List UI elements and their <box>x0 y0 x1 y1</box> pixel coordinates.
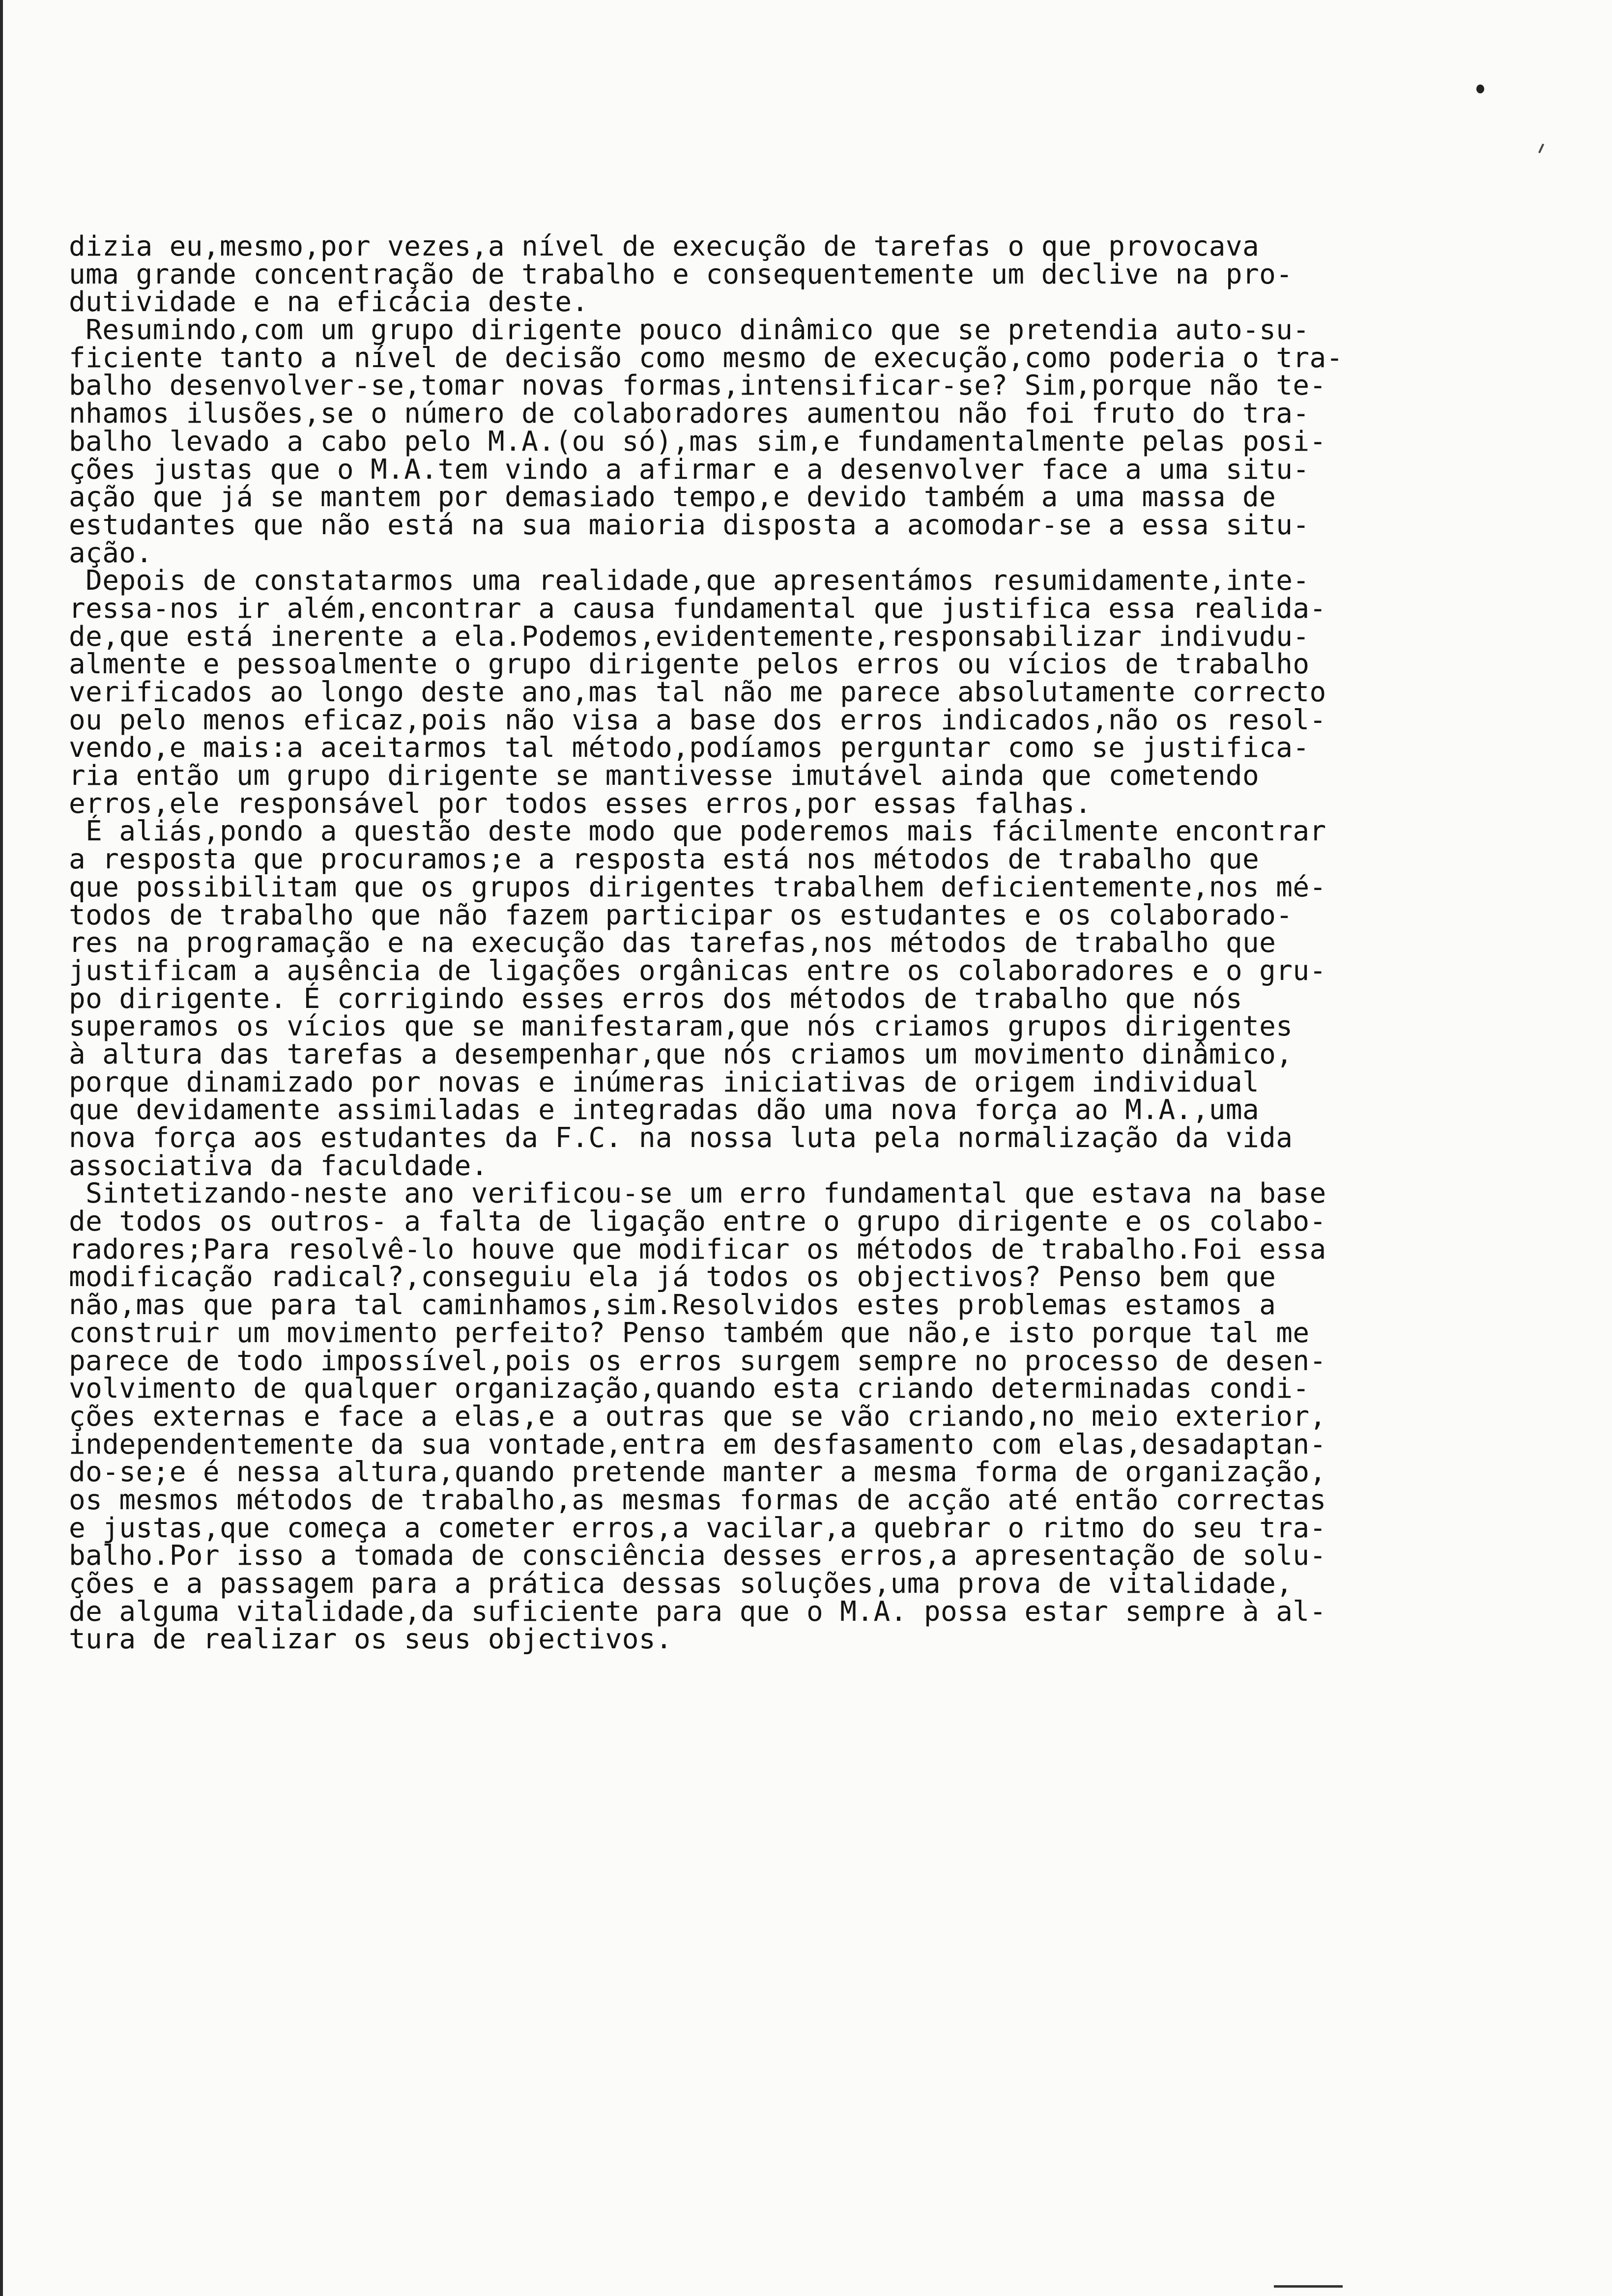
text-line: balho levado a cabo pelo M.A.(ou só),mas sim,e fundamentalmente pelas posi- <box>69 425 1326 458</box>
typewritten-text-body <box>69 230 1563 1656</box>
page-left-border <box>0 0 3 2296</box>
text-line: balho.Por isso a tomada de consciência desses erros,a apresentação de solu- <box>69 1540 1326 1572</box>
text-line: É aliás,pondo a questão deste modo que poderemos mais fácilmente encontrar <box>69 815 1326 848</box>
text-line: Resumindo,com um grupo dirigente pouco dinâmico que se pretendia auto-su- <box>69 314 1310 346</box>
ink-dash-mark <box>1274 2285 1343 2288</box>
text-line: justificam a ausência de ligações orgânicas entre os colaboradores e o gru- <box>69 954 1326 987</box>
text-line: parece de todo impossível,pois os erros surgem sempre no processo de desen- <box>69 1345 1326 1377</box>
text-line: construir um movimento perfeito? Penso também que não,e isto porque tal me <box>69 1317 1310 1349</box>
text-line: superamos os vícios que se manifestaram,que nós criamos grupos dirigentes <box>69 1010 1293 1043</box>
text-line: ou pelo menos eficaz,pois não visa a base dos erros indicados,não os resol- <box>69 704 1326 736</box>
text-line: estudantes que não está na sua maioria disposta a acomodar-se a essa situ- <box>69 509 1310 541</box>
text-line: e justas,que começa a cometer erros,a vacilar,a quebrar o ritmo do seu tra- <box>69 1512 1326 1544</box>
text-line: ria então um grupo dirigente se mantivesse imutável ainda que cometendo <box>69 760 1260 792</box>
text-line: dutividade e na eficácia deste. <box>69 286 589 318</box>
text-line: do-se;e é nessa altura,quando pretende manter a mesma forma de organização, <box>69 1456 1326 1489</box>
text-line: ficiente tanto a nível de decisão como mesmo de execução,como poderia o tra- <box>69 342 1343 374</box>
text-line: Depois de constatarmos uma realidade,que apresentámos resumidamente,inte- <box>69 565 1310 597</box>
text-line: todos de trabalho que não fazem participar os estudantes e os colaborado- <box>69 899 1293 931</box>
text-line: po dirigente. É corrigindo esses erros dos métodos de trabalho que nós <box>69 982 1243 1015</box>
text-line: nova força aos estudantes da F.C. na nossa luta pela normalização da vida <box>69 1122 1293 1154</box>
text-line: tura de realizar os seus objectivos. <box>69 1623 673 1656</box>
text-line: de,que está inerente a ela.Podemos,evidentemente,responsabilizar indivudu- <box>69 620 1310 653</box>
text-line: erros,ele responsável por todos esses erros,por essas falhas. <box>69 787 1092 820</box>
text-line: volvimento de qualquer organização,quando esta criando determinadas condi- <box>69 1373 1310 1405</box>
text-line: que possibilitam que os grupos dirigentes trabalhem deficientemente,nos mé- <box>69 871 1326 903</box>
text-line: ções externas e face a elas,e a outras que se vão criando,no meio exterior, <box>69 1400 1326 1433</box>
text-line: ções e a passagem para a prática dessas soluções,uma prova de vitalidade, <box>69 1568 1293 1600</box>
text-line: radores;Para resolvê-lo houve que modificar os métodos de trabalho.Foi essa <box>69 1233 1326 1265</box>
text-line: vendo,e mais:a aceitarmos tal método,podíamos perguntar como se justifica- <box>69 732 1310 764</box>
text-line: verificados ao longo deste ano,mas tal não me parece absolutamente correcto <box>69 676 1326 708</box>
text-line: que devidamente assimiladas e integradas dão uma nova força ao M.A.,uma <box>69 1094 1260 1126</box>
text-line: almente e pessoalmente o grupo dirigente pelos erros ou vícios de trabalho <box>69 648 1310 681</box>
ink-tick-mark <box>1538 144 1544 153</box>
text-line: dizia eu,mesmo,por vezes,a nível de execução de tarefas o que provocava <box>69 230 1260 262</box>
text-line: independentemente da sua vontade,entra em desfasamento com elas,desadaptan- <box>69 1428 1326 1461</box>
text-line: a resposta que procuramos;e a resposta está nos métodos de trabalho que <box>69 843 1260 876</box>
text-line: ação. <box>69 537 153 569</box>
text-line: ressa-nos ir além,encontrar a causa fundamental que justifica essa realida- <box>69 592 1326 625</box>
text-line: modificação radical?,conseguiu ela já todos os objectivos? Penso bem que <box>69 1261 1276 1293</box>
text-line: ação que já se mantem por demasiado tempo,e devido também a uma massa de <box>69 481 1276 514</box>
text-line: nhamos ilusões,se o número de colaboradores aumentou não foi fruto do tra- <box>69 398 1310 430</box>
text-line: balho desenvolver-se,tomar novas formas,intensificar-se? Sim,porque não te- <box>69 370 1326 402</box>
text-line: de alguma vitalidade,da suficiente para que o M.A. possa estar sempre à al- <box>69 1595 1326 1628</box>
ink-speck-mark <box>1476 85 1484 93</box>
text-line: uma grande concentração de trabalho e consequentemente um declive na pro- <box>69 258 1293 290</box>
text-line: Sintetizando-neste ano verificou-se um erro fundamental que estava na base <box>69 1177 1326 1210</box>
text-line: de todos os outros- a falta de ligação entre o grupo dirigente e os colabo- <box>69 1205 1326 1238</box>
text-line: os mesmos métodos de trabalho,as mesmas formas de acção até então correctas <box>69 1484 1326 1516</box>
text-line: porque dinamizado por novas e inúmeras iniciativas de origem individual <box>69 1066 1260 1098</box>
text-line: res na programação e na execução das tarefas,nos métodos de trabalho que <box>69 927 1276 959</box>
text-line: ções justas que o M.A.tem vindo a afirmar e a desenvolver face a uma situ- <box>69 453 1310 486</box>
text-line: não,mas que para tal caminhamos,sim.Resolvidos estes problemas estamos a <box>69 1289 1276 1321</box>
text-line: à altura das tarefas a desempenhar,que nós criamos um movimento dinâmico, <box>69 1038 1293 1070</box>
text-line: associativa da faculdade. <box>69 1149 488 1182</box>
